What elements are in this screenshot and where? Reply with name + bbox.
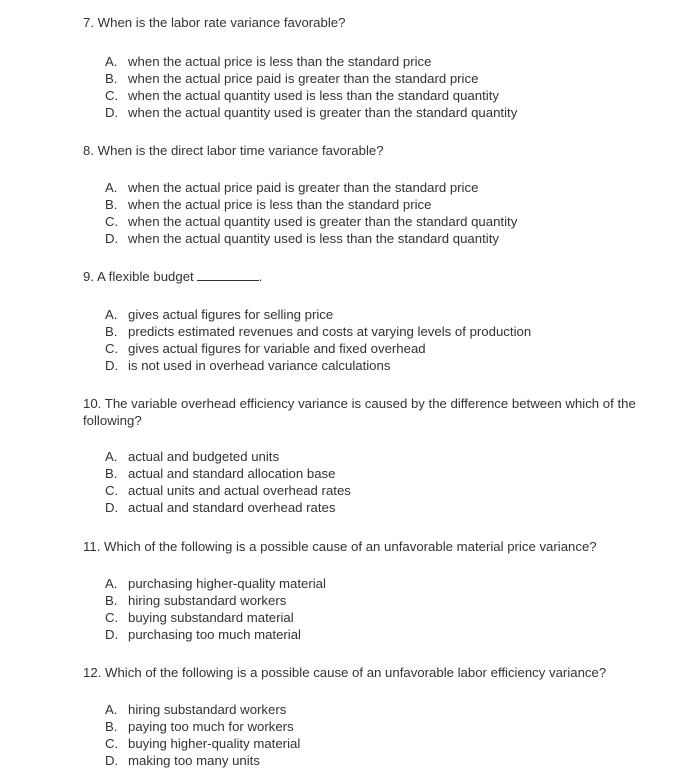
option-a: A. when the actual price paid is greater than the standard price [105,180,479,195]
option-d: D. when the actual quantity used is greater than the standard quantity [105,105,518,120]
question-9 [83,268,669,373]
option-d: D. actual and standard overhead rates [105,500,336,515]
question-text: 11. Which of the following is a possible cause of an unfavorable material price variance? [83,539,597,554]
option-a: A. actual and budgeted units [105,449,280,464]
option-list [105,448,351,516]
option-c: C. gives actual figures for variable and fixed overhead [105,341,426,356]
question-text: 10. The variable overhead efficiency variance is caused by the difference between which of the following? [83,396,636,428]
question-10 [83,395,669,515]
option-b: B. actual and standard allocation base [105,466,336,481]
option-c: C. actual units and actual overhead rates [105,483,351,498]
option-b: B. when the actual price paid is greater than the standard price [105,71,479,86]
option-c: C. buying substandard material [105,610,294,625]
question-8 [83,142,669,246]
option-d: D. when the actual quantity used is less than the standard quantity [105,231,499,246]
option-c: C. when the actual quantity used is less than the standard quantity [105,88,499,103]
question-12 [83,664,669,768]
question-text: 12. Which of the following is a possible cause of an unfavorable labor efficiency variance? [83,665,607,680]
question-text: 9. A flexible budget . [83,269,263,284]
option-list [105,575,326,643]
option-list [105,701,300,769]
option-list [105,306,531,374]
question-text: 8. When is the direct labor time variance favorable? [83,143,384,158]
question-7 [83,14,669,120]
option-list [105,53,517,121]
option-d: D. making too many units [105,753,260,768]
option-a: A. when the actual price is less than the standard price [105,54,432,69]
question-text: 7. When is the labor rate variance favorable? [83,15,346,30]
option-c: C. when the actual quantity used is greater than the standard quantity [105,214,518,229]
option-c: C. buying higher-quality material [105,736,301,751]
option-d: D. purchasing too much material [105,627,301,642]
option-b: B. predicts estimated revenues and costs at varying levels of production [105,324,532,339]
option-a: A. hiring substandard workers [105,702,287,717]
option-b: B. paying too much for workers [105,719,294,734]
answer-blank [197,268,259,281]
question-11 [83,538,669,642]
option-list [105,179,517,247]
option-b: B. hiring substandard workers [105,593,287,608]
option-d: D. is not used in overhead variance calculations [105,358,391,373]
option-a: A. gives actual figures for selling price [105,307,334,322]
option-a: A. purchasing higher-quality material [105,576,326,591]
option-b: B. when the actual price is less than the standard price [105,197,432,212]
